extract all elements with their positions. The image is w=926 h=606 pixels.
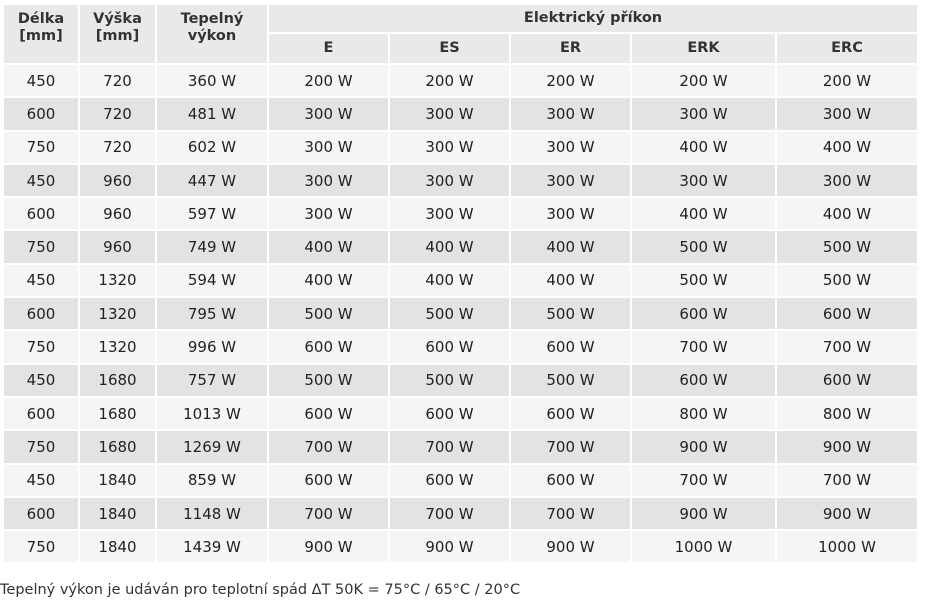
- cell-input-erc: 900 W: [777, 498, 917, 529]
- header-es: ES: [390, 34, 509, 63]
- header-electric-input: Elektrický příkon: [269, 5, 917, 32]
- cell-input-er: 300 W: [511, 165, 630, 196]
- cell-thermal-output: 602 W: [157, 132, 267, 163]
- cell-length: 450: [4, 365, 78, 396]
- cell-input-es: 900 W: [390, 531, 509, 562]
- cell-input-es: 400 W: [390, 231, 509, 262]
- cell-input-es: 300 W: [390, 98, 509, 129]
- cell-input-e: 500 W: [269, 365, 388, 396]
- cell-thermal-output: 597 W: [157, 198, 267, 229]
- cell-input-erk: 400 W: [632, 132, 775, 163]
- cell-thermal-output: 859 W: [157, 465, 267, 496]
- footnote: Tepelný výkon je udáván pro teplotní spád ΔT 50K = 75°C / 65°C / 20°C: [0, 582, 521, 598]
- cell-input-erc: 300 W: [777, 165, 917, 196]
- cell-input-erk: 600 W: [632, 298, 775, 329]
- cell-input-es: 300 W: [390, 132, 509, 163]
- cell-input-es: 700 W: [390, 498, 509, 529]
- cell-height: 720: [80, 132, 155, 163]
- cell-length: 450: [4, 65, 78, 96]
- table-row: [4, 398, 917, 429]
- table-row: [4, 498, 917, 529]
- cell-input-erc: 200 W: [777, 65, 917, 96]
- cell-input-e: 900 W: [269, 531, 388, 562]
- cell-height: 1840: [80, 498, 155, 529]
- cell-input-erc: 700 W: [777, 465, 917, 496]
- cell-input-e: 700 W: [269, 431, 388, 462]
- cell-input-erc: 900 W: [777, 431, 917, 462]
- cell-height: 1680: [80, 398, 155, 429]
- cell-height: 1320: [80, 265, 155, 296]
- cell-input-er: 900 W: [511, 531, 630, 562]
- cell-input-er: 300 W: [511, 198, 630, 229]
- cell-length: 600: [4, 298, 78, 329]
- cell-input-er: 600 W: [511, 331, 630, 362]
- cell-thermal-output: 360 W: [157, 65, 267, 96]
- table-row: [4, 431, 917, 462]
- cell-input-es: 200 W: [390, 65, 509, 96]
- cell-input-erc: 1000 W: [777, 531, 917, 562]
- header-er: ER: [511, 34, 630, 63]
- cell-input-er: 700 W: [511, 431, 630, 462]
- cell-input-erc: 500 W: [777, 265, 917, 296]
- cell-input-erk: 500 W: [632, 231, 775, 262]
- cell-input-e: 300 W: [269, 132, 388, 163]
- cell-length: 450: [4, 265, 78, 296]
- cell-input-er: 300 W: [511, 98, 630, 129]
- cell-thermal-output: 594 W: [157, 265, 267, 296]
- cell-input-es: 300 W: [390, 198, 509, 229]
- cell-input-erk: 900 W: [632, 498, 775, 529]
- cell-input-erc: 600 W: [777, 365, 917, 396]
- cell-input-e: 300 W: [269, 198, 388, 229]
- table-row: [4, 365, 917, 396]
- cell-input-er: 500 W: [511, 298, 630, 329]
- cell-input-er: 600 W: [511, 398, 630, 429]
- cell-height: 1840: [80, 531, 155, 562]
- cell-height: 1680: [80, 431, 155, 462]
- cell-thermal-output: 447 W: [157, 165, 267, 196]
- cell-input-erk: 600 W: [632, 365, 775, 396]
- cell-input-erk: 900 W: [632, 431, 775, 462]
- header-e: E: [269, 34, 388, 63]
- cell-input-erc: 300 W: [777, 98, 917, 129]
- cell-input-er: 600 W: [511, 465, 630, 496]
- cell-thermal-output: 757 W: [157, 365, 267, 396]
- cell-height: 1320: [80, 331, 155, 362]
- cell-height: 960: [80, 165, 155, 196]
- cell-input-e: 200 W: [269, 65, 388, 96]
- cell-input-es: 700 W: [390, 431, 509, 462]
- cell-input-erc: 700 W: [777, 331, 917, 362]
- cell-height: 1320: [80, 298, 155, 329]
- cell-input-es: 500 W: [390, 298, 509, 329]
- cell-input-es: 600 W: [390, 465, 509, 496]
- cell-input-es: 300 W: [390, 165, 509, 196]
- cell-length: 450: [4, 465, 78, 496]
- cell-thermal-output: 1439 W: [157, 531, 267, 562]
- cell-height: 1680: [80, 365, 155, 396]
- table-row: [4, 465, 917, 496]
- cell-height: 960: [80, 231, 155, 262]
- cell-input-erk: 200 W: [632, 65, 775, 96]
- cell-length: 600: [4, 198, 78, 229]
- cell-thermal-output: 749 W: [157, 231, 267, 262]
- cell-thermal-output: 1148 W: [157, 498, 267, 529]
- cell-input-er: 400 W: [511, 265, 630, 296]
- cell-input-e: 400 W: [269, 231, 388, 262]
- cell-thermal-output: 1013 W: [157, 398, 267, 429]
- cell-input-e: 600 W: [269, 465, 388, 496]
- cell-input-erk: 400 W: [632, 198, 775, 229]
- cell-length: 750: [4, 431, 78, 462]
- cell-length: 600: [4, 398, 78, 429]
- cell-length: 750: [4, 132, 78, 163]
- table-row: [4, 331, 917, 362]
- cell-length: 600: [4, 498, 78, 529]
- cell-input-erk: 300 W: [632, 98, 775, 129]
- cell-input-e: 300 W: [269, 98, 388, 129]
- cell-input-e: 700 W: [269, 498, 388, 529]
- cell-thermal-output: 795 W: [157, 298, 267, 329]
- table-row: [4, 231, 917, 262]
- table-row: [4, 132, 917, 163]
- header-thermal-output: Tepelný výkon: [157, 5, 267, 63]
- cell-length: 450: [4, 165, 78, 196]
- table-row: [4, 298, 917, 329]
- header-erk: ERK: [632, 34, 775, 63]
- cell-input-e: 400 W: [269, 265, 388, 296]
- power-table: [2, 3, 919, 564]
- table-row: [4, 98, 917, 129]
- cell-thermal-output: 481 W: [157, 98, 267, 129]
- cell-length: 750: [4, 231, 78, 262]
- header-length: Délka [mm]: [4, 5, 78, 63]
- cell-input-erc: 800 W: [777, 398, 917, 429]
- cell-height: 960: [80, 198, 155, 229]
- cell-height: 720: [80, 65, 155, 96]
- cell-input-e: 600 W: [269, 398, 388, 429]
- cell-input-erk: 300 W: [632, 165, 775, 196]
- table-row: [4, 265, 917, 296]
- cell-height: 1840: [80, 465, 155, 496]
- cell-input-e: 300 W: [269, 165, 388, 196]
- cell-input-erc: 600 W: [777, 298, 917, 329]
- cell-length: 750: [4, 331, 78, 362]
- cell-input-erk: 700 W: [632, 465, 775, 496]
- cell-input-er: 500 W: [511, 365, 630, 396]
- cell-height: 720: [80, 98, 155, 129]
- cell-input-es: 600 W: [390, 331, 509, 362]
- table-row: [4, 65, 917, 96]
- table-row: [4, 531, 917, 562]
- cell-input-erk: 1000 W: [632, 531, 775, 562]
- cell-input-e: 600 W: [269, 331, 388, 362]
- header-height: Výška [mm]: [80, 5, 155, 63]
- cell-thermal-output: 1269 W: [157, 431, 267, 462]
- cell-input-erk: 800 W: [632, 398, 775, 429]
- cell-input-erc: 500 W: [777, 231, 917, 262]
- cell-input-erc: 400 W: [777, 198, 917, 229]
- cell-thermal-output: 996 W: [157, 331, 267, 362]
- cell-input-es: 600 W: [390, 398, 509, 429]
- cell-input-es: 500 W: [390, 365, 509, 396]
- cell-input-erk: 700 W: [632, 331, 775, 362]
- table-row: [4, 198, 917, 229]
- cell-input-erc: 400 W: [777, 132, 917, 163]
- cell-input-er: 200 W: [511, 65, 630, 96]
- cell-length: 600: [4, 98, 78, 129]
- cell-input-er: 700 W: [511, 498, 630, 529]
- cell-input-er: 300 W: [511, 132, 630, 163]
- cell-input-erk: 500 W: [632, 265, 775, 296]
- cell-length: 750: [4, 531, 78, 562]
- cell-input-e: 500 W: [269, 298, 388, 329]
- table-row: [4, 165, 917, 196]
- header-erc: ERC: [777, 34, 917, 63]
- cell-input-er: 400 W: [511, 231, 630, 262]
- cell-input-es: 400 W: [390, 265, 509, 296]
